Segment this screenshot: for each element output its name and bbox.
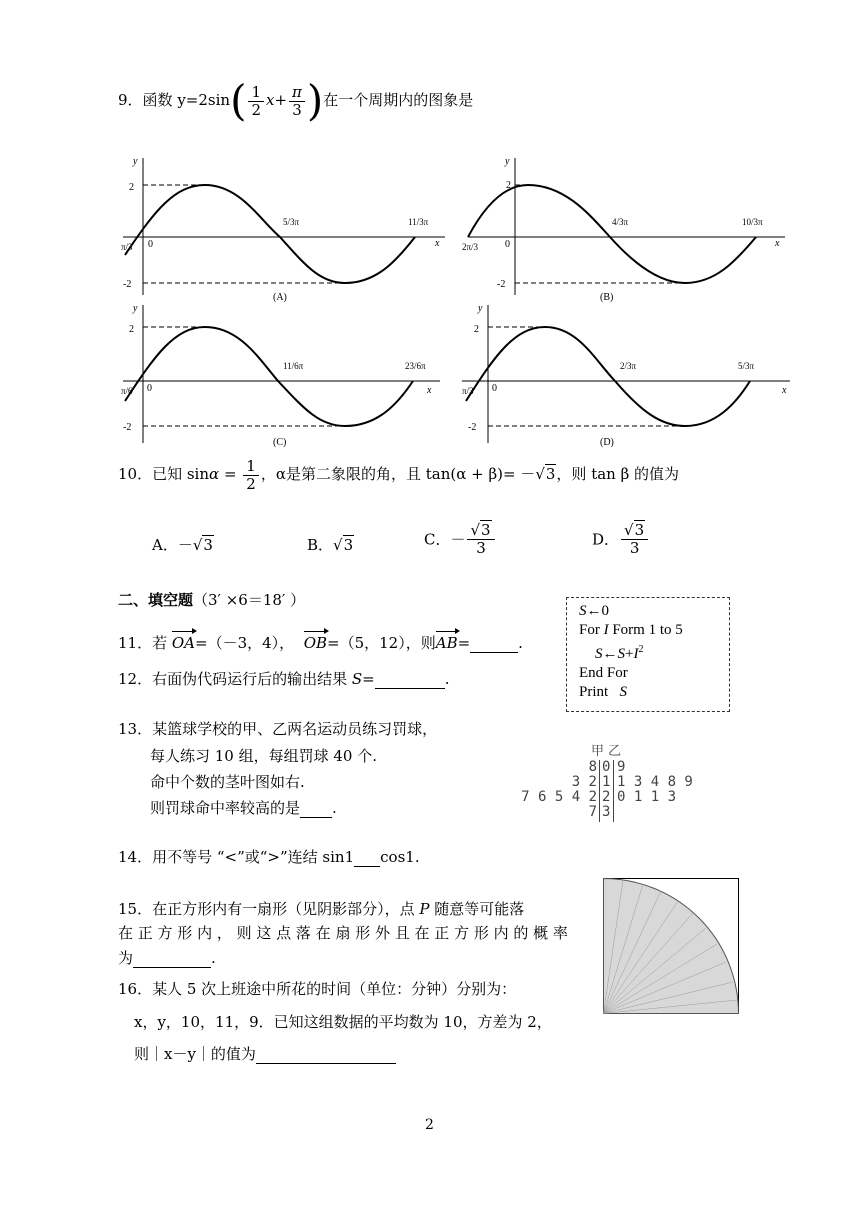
graph-label: (B): [600, 292, 614, 303]
code-line-5: Print S: [579, 684, 627, 700]
option-b[interactable]: B．√3: [307, 536, 354, 554]
left-tick-label: π/3: [121, 242, 133, 252]
q13-line4: 则罚球命中率较高的是 .: [150, 799, 337, 817]
q13-line3: 命中个数的茎叶图如右.: [150, 773, 305, 791]
vector-oa: OA: [171, 634, 195, 652]
q16-line3: 则｜x－y｜的值为: [134, 1043, 396, 1064]
answer-blank[interactable]: [375, 670, 445, 689]
stem-leaf-header: 甲 乙: [591, 744, 622, 759]
min-label: -2: [123, 279, 132, 290]
q15-line3: 为 .: [118, 949, 216, 967]
answer-blank[interactable]: [256, 1045, 396, 1064]
mid-tick-label: 2/3π: [620, 361, 637, 371]
section-heading: 二、填空题（3′ ×6＝18′ ）: [118, 591, 306, 609]
q16-line1: 16．某人 5 次上班途中所花的时间（单位：分钟）分别为：: [118, 980, 517, 998]
x-axis-label: x: [775, 238, 780, 249]
sqrt-3: √3: [535, 465, 556, 483]
min-label: -2: [497, 279, 506, 290]
origin-label: 0: [492, 383, 497, 394]
code-line-2: For I Form 1 to 5: [579, 622, 683, 638]
graph-d: [462, 303, 790, 448]
option-a[interactable]: A．－√3: [152, 536, 213, 554]
origin-label: 0: [505, 239, 510, 250]
left-tick-label: π/6: [121, 386, 133, 396]
graph-label: (A): [273, 292, 287, 303]
fraction-half: $\frac{1}{2}$: [243, 458, 259, 492]
code-line-4: End For: [579, 665, 628, 681]
q10-options: [152, 522, 712, 572]
graph-a: [121, 156, 445, 303]
q13-line2: 每人练习 10 组，每组罚球 40 个.: [150, 747, 378, 765]
right-tick-label: 10/3π: [742, 217, 763, 227]
y-axis-label: y: [133, 156, 138, 167]
stem-1: 1: [602, 774, 611, 790]
left-tick-label: 2π/3: [462, 242, 479, 252]
q12: 12．右面伪代码运行后的输出结果 S= .: [118, 670, 450, 688]
x-axis-label: x: [782, 385, 787, 396]
stem-2: 2: [602, 789, 611, 805]
y-axis-label: y: [478, 303, 483, 314]
page-number: 2: [425, 1117, 434, 1133]
leaf-left-2: 7 6 5 4 2: [521, 789, 597, 805]
fraction-pi-third: $\frac{\pi}{3}$: [289, 84, 305, 118]
answer-blank[interactable]: [354, 848, 380, 867]
right-tick-label: 5/3π: [738, 361, 755, 371]
answer-blank[interactable]: [470, 634, 518, 653]
graph-b: [462, 156, 785, 303]
graph-c: [121, 303, 440, 448]
right-tick-label: 23/6π: [405, 361, 426, 371]
answer-blank[interactable]: [300, 799, 332, 818]
min-label: -2: [123, 422, 132, 433]
code-line-1: S←0: [579, 603, 609, 619]
max-label: 2: [129, 182, 134, 193]
mid-tick-label: 5/3π: [283, 217, 300, 227]
answer-blank[interactable]: [133, 949, 211, 968]
pseudo-code-box: [566, 597, 730, 712]
x-axis-label: x: [427, 385, 432, 396]
graph-label: (C): [273, 437, 287, 448]
min-label: -2: [468, 422, 477, 433]
right-paren: ): [306, 76, 324, 125]
leaf-right-2: 0 1 1 3: [617, 789, 677, 805]
origin-label: 0: [148, 239, 153, 250]
max-label: 2: [506, 180, 511, 191]
vector-ob: OB: [303, 634, 328, 652]
leaf-right-1: 1 3 4 8 9: [617, 774, 693, 790]
q10-stem: 10．已知 sinα = $\frac{1}{2}$ ，α是第二象限的角，且 tan(α + β)= －√3，则 tan β 的值为: [118, 457, 680, 493]
y-axis-label: y: [505, 156, 510, 167]
option-c[interactable]: C．－ $\frac{√3}{3}$: [424, 522, 497, 556]
leaf-left-1: 3 2: [571, 774, 597, 790]
stem-leaf-plot: [485, 740, 725, 820]
mid-tick-label: 4/3π: [612, 217, 629, 227]
q13-line1: 13．某篮球学校的甲、乙两名运动员练习罚球，: [118, 720, 438, 738]
mid-tick-label: 11/6π: [283, 361, 304, 371]
origin-label: 0: [147, 383, 152, 394]
q15-line1: 15．在正方形内有一扇形（见阴影部分），点 P 随意等可能落: [118, 900, 525, 918]
leaf-left-0: 8: [588, 759, 597, 775]
vector-ab: AB: [435, 634, 458, 652]
q9-stem: 9．函数 y=2sin( $\frac{1}{2}$ x+ $\frac{\pi}{3}$ )在一个周期内的图象是: [118, 76, 474, 125]
leaf-right-0: 9: [617, 759, 626, 775]
stem-3: 3: [602, 804, 611, 820]
q11: 11．若 OA=（－3，4）， OB=（5，12），则AB= .: [118, 634, 523, 652]
max-label: 2: [474, 324, 479, 335]
x-axis-label: x: [435, 238, 440, 249]
y-axis-label: y: [133, 303, 138, 314]
left-paren: (: [230, 76, 247, 125]
option-d[interactable]: D． $\frac{√3}{3}$: [592, 522, 650, 556]
left-tick-label: π/3: [462, 386, 474, 396]
leaf-left-3: 7: [588, 804, 597, 820]
q16-line2: x，y，10，11，9．已知这组数据的平均数为 10，方差为 2，: [134, 1013, 552, 1031]
stem-0: 0: [602, 759, 611, 775]
sine-graphs-figure: [115, 150, 795, 460]
max-label: 2: [129, 324, 134, 335]
code-line-3: $S\leftarrow S+I^2$: [595, 644, 644, 662]
right-tick-label: 11/3π: [408, 217, 429, 227]
q15-line2: 在 正 方 形 内 ， 则 这 点 落 在 扇 形 外 且 在 正 方 形 内 的 概 率: [118, 924, 568, 942]
square-sector-figure: [603, 878, 739, 1014]
fraction-half: $\frac{1}{2}$: [248, 84, 264, 118]
q14: 14．用不等号 “<”或“>”连结 sin1 cos1.: [118, 848, 420, 866]
graph-label: (D): [600, 437, 614, 448]
